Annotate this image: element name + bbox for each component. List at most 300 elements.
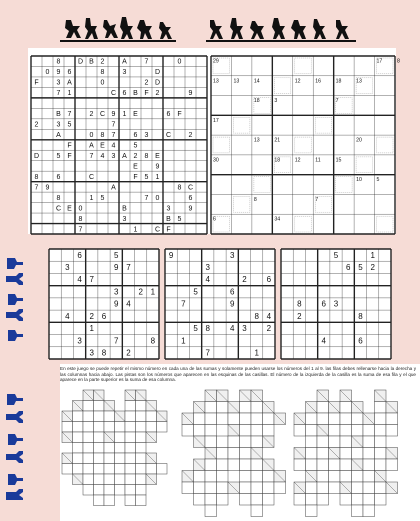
killer-cage-sum: 11: [315, 157, 321, 164]
kakuro-cell: [251, 413, 263, 425]
killer-cage-sum: 18: [274, 157, 281, 164]
kakuro-cell: [329, 459, 341, 471]
hexadoku-clue: 7: [111, 132, 116, 140]
killer-cage-sum: 13: [213, 78, 219, 85]
hexadoku-clue: 2: [100, 58, 105, 66]
kakuro-cell: [115, 422, 126, 433]
kakuro-cell: [94, 401, 105, 412]
kakuro-cell: [240, 413, 252, 425]
hexadoku-clue: 5: [133, 142, 138, 150]
kakuro-cell: [375, 402, 387, 414]
kakuro-cell: [375, 494, 387, 506]
hexadoku-clue: C: [165, 132, 172, 140]
sudoku-clue: 8: [101, 348, 107, 358]
kakuro-cell: [136, 422, 147, 433]
sudoku-clue: 9: [168, 250, 174, 260]
hexadoku-clue: 6: [133, 132, 138, 140]
sudoku-clue: 3: [242, 324, 247, 334]
kakuro-cell: [386, 425, 398, 437]
killer-cage-sum: 29: [213, 58, 219, 65]
kakuro-cell: [125, 453, 136, 464]
kakuro-cell: [306, 459, 318, 471]
hexadoku-clue: C: [154, 226, 161, 234]
kakuro-cell: [240, 448, 252, 460]
sudoku-clue: 7: [113, 336, 119, 346]
kakuro-cell: [104, 453, 115, 464]
hexadoku-clue: 9: [188, 90, 193, 98]
pink-band-right: [396, 48, 420, 248]
sudoku-clue: 3: [333, 299, 339, 309]
hexadoku-clue: 0: [89, 132, 94, 140]
hexadoku-clue: B: [56, 111, 61, 119]
hexadoku-clue: E: [155, 152, 160, 160]
kakuro-cell: [217, 448, 229, 460]
hexadoku-clue: C: [99, 111, 106, 119]
kakuro-cell: [306, 436, 318, 448]
hexadoku-clue: 3: [166, 205, 171, 213]
kakuro-cell: [317, 448, 329, 460]
killer-cage-sum: 20: [356, 137, 362, 144]
sudoku-clue: 5: [193, 324, 198, 334]
kakuro-cell: [83, 464, 94, 475]
sudoku-clue: 3: [89, 348, 95, 358]
killer-cage-sum: 6: [213, 216, 216, 223]
killer-cage-sum: 21: [274, 137, 281, 144]
sudoku-clue: 3: [113, 287, 119, 297]
hexadoku-clue: 4: [100, 152, 105, 160]
hexadoku-clue: 1: [133, 226, 138, 234]
kakuro-cell: [194, 425, 206, 437]
kakuro-cell: [83, 432, 94, 443]
kakuro-cell: [363, 505, 375, 517]
kakuro-cell: [194, 413, 206, 425]
kakuro-cell: [263, 413, 275, 425]
killer-cage-sum: 7: [335, 98, 339, 105]
killer-cage-sum: 12: [294, 78, 301, 85]
killer-cage-sum: 8: [253, 196, 257, 203]
hexadoku-clue: 8: [78, 215, 83, 223]
hexadoku-clue: A: [122, 58, 127, 66]
kakuro-cell: [157, 464, 168, 475]
kakuro-cell: [136, 474, 147, 485]
killer-cage-sum: 18: [335, 78, 342, 85]
kakuro-grid-3: [292, 388, 402, 506]
kakuro-cell: [94, 464, 105, 475]
hexadoku-clue: D: [154, 79, 161, 87]
kakuro-cell: [146, 422, 157, 433]
sudoku-clue: 1: [150, 287, 156, 297]
hexadoku-clue: C: [55, 205, 62, 213]
kakuro-cell: [125, 422, 136, 433]
kakuro-cell: [363, 494, 375, 506]
kakuro-cell: [363, 448, 375, 460]
kakuro-cell: [217, 471, 229, 483]
kakuro-cell: [194, 471, 206, 483]
killer-cage-sum: 13: [356, 78, 362, 85]
hexadoku-clue: 9: [56, 69, 61, 77]
kakuro-cell: [94, 474, 105, 485]
sudoku-clue: 7: [205, 348, 211, 358]
hexadoku-clue: 8: [100, 69, 105, 77]
sudoku-clue: 5: [113, 250, 119, 260]
kakuro-cell: [146, 464, 157, 475]
kakuro-cell: [104, 464, 115, 475]
kakuro-cell: [375, 459, 387, 471]
hexadoku-clue: 8: [56, 194, 61, 202]
kakuro-cell: [240, 471, 252, 483]
sudoku-clue: 9: [113, 299, 119, 309]
hexadoku-clue: A: [111, 184, 116, 192]
kakuro-cell: [263, 471, 275, 483]
hexadoku-clue: 3: [144, 132, 149, 140]
hexadoku-clue: A: [67, 79, 72, 87]
hexadoku-clue: 8: [56, 58, 61, 66]
hexadoku-clue: 7: [67, 111, 72, 119]
kakuro-cell: [62, 422, 73, 433]
kakuro-cell: [251, 471, 263, 483]
hexadoku-clue: E: [133, 111, 138, 119]
kakuro-cell: [352, 482, 364, 494]
killer-cage-sum: 8: [397, 58, 400, 65]
hexadoku-clue: 6: [166, 111, 171, 119]
killer-cage-sum: 12: [294, 157, 301, 164]
kakuro-cell: [306, 413, 318, 425]
kakuro-cell: [340, 459, 352, 471]
kakuro-cell: [157, 422, 168, 433]
kakuro-cell: [352, 448, 364, 460]
sudoku-clue: 5: [333, 250, 339, 260]
kakuro-cell: [240, 425, 252, 437]
sudoku-clue: 1: [254, 348, 259, 358]
kakuro-cell: [205, 402, 217, 414]
kakuro-cell: [182, 482, 194, 494]
kakuro-cell: [363, 425, 375, 437]
kakuro-cell: [136, 485, 147, 496]
kakuro-cell: [217, 436, 229, 448]
kakuro-cell: [194, 494, 206, 506]
kakuro-cell: [115, 432, 126, 443]
kakuro-cell: [136, 401, 147, 412]
sudoku-clue: 4: [205, 275, 211, 285]
killer-cage-sum: 17: [376, 58, 383, 65]
hexadoku-clue: E: [133, 163, 138, 171]
sudoku-clue: 4: [321, 336, 327, 346]
sudoku-clue: 2: [126, 348, 131, 358]
kakuro-cell: [306, 494, 318, 506]
kakuro-cell: [352, 425, 364, 437]
kakuro-cell: [125, 443, 136, 454]
hexadoku-clue: A: [89, 142, 94, 150]
hexadoku-clue: 3: [56, 121, 61, 129]
hexadoku-clue: 2: [188, 132, 193, 140]
kakuro-cell: [340, 402, 352, 414]
killer-cage-sum: 30: [213, 157, 219, 164]
kakuro-cell: [136, 453, 147, 464]
kakuro-cell: [363, 482, 375, 494]
kakuro-cell: [94, 422, 105, 433]
kakuro-cell: [146, 411, 157, 422]
hexadoku-clue: F: [67, 142, 72, 150]
kakuro-cell: [94, 443, 105, 454]
sudoku-clue: 6: [321, 299, 327, 309]
killer-cage-sum: 14: [253, 78, 260, 85]
hexadoku-clue: C: [88, 173, 95, 181]
hexadoku-clue: 7: [56, 90, 61, 98]
kakuro-cell: [104, 443, 115, 454]
kakuro-cell: [251, 425, 263, 437]
hexadoku-clue: D: [154, 69, 161, 77]
sudoku-clue: 7: [181, 299, 186, 309]
kakuro-cell: [294, 459, 306, 471]
kakuro-cell: [73, 464, 84, 475]
kakuro-cell: [83, 474, 94, 485]
sudoku-clue: 4: [77, 275, 82, 285]
hexadoku-grid: [30, 55, 208, 235]
sudoku-clue: 6: [229, 287, 235, 297]
kakuro-cell: [83, 411, 94, 422]
hexadoku-clue: E: [67, 205, 72, 213]
kakuro-cell: [375, 425, 387, 437]
kakuro-cell: [205, 459, 217, 471]
kakuro-cell: [94, 495, 105, 506]
kakuro-cell: [73, 411, 84, 422]
rules-text: En este juego se puede repetir el mismo número en cada una de las sumas y solamente pueden usarse los números del 1 al 9. las filas debes rellenarse hacia la derecha y las columnas hacia abajo. Las pistas son los números que aparecen en las esquinas de las casillas. El número de la izquierda de la casilla es la suma de esa fila y el que aparece en la parte superior es la suma de esa columna.: [60, 366, 416, 383]
kakuro-cell: [115, 474, 126, 485]
killer-cage-sum: 17: [213, 117, 219, 124]
hexadoku-clue: 1: [155, 173, 160, 181]
kakuro-cell: [340, 436, 352, 448]
hexadoku-clue: 7: [34, 184, 39, 192]
hexadoku-clue: 2: [133, 152, 138, 160]
kakuro-cell: [83, 401, 94, 412]
hexadoku-clue: 4: [111, 142, 116, 150]
kakuro-cell: [115, 453, 126, 464]
sudoku-clue: 1: [89, 324, 95, 334]
kakuro-cell: [251, 436, 263, 448]
kakuro-cell: [217, 413, 229, 425]
hexadoku-clue: F: [177, 111, 182, 119]
kakuro-cell: [240, 482, 252, 494]
sudoku-clue: 4: [126, 299, 131, 309]
kakuro-grid-1: [60, 388, 178, 506]
kakuro-cell: [251, 482, 263, 494]
sudoku-clue: 1: [370, 250, 375, 260]
kakuro-cell: [205, 425, 217, 437]
sudoku-clue: 6: [77, 250, 82, 260]
kakuro-cell: [136, 495, 147, 506]
hexadoku-clue: 7: [144, 194, 149, 202]
kakuro-cell: [217, 494, 229, 506]
sudoku-clue: 3: [205, 263, 211, 273]
hexadoku-clue: 5: [56, 152, 61, 160]
hexadoku-clue: 0: [155, 194, 160, 202]
hexadoku-clue: F: [166, 226, 171, 234]
killer-cage-sum: 10: [356, 177, 362, 184]
hexadoku-clue: 1: [89, 194, 94, 202]
kakuro-cell: [104, 495, 115, 506]
hexadoku-clue: 9: [111, 111, 116, 119]
hexadoku-clue: 8: [34, 173, 39, 181]
pink-band-left: [0, 48, 28, 248]
kakuro-cell: [294, 494, 306, 506]
kakuro-cell: [329, 436, 341, 448]
hexadoku-clue: 0: [100, 79, 105, 87]
kakuro-cell: [363, 436, 375, 448]
hexadoku-clue: 7: [78, 226, 83, 234]
side-figures-kakuro-row: [4, 392, 26, 502]
kakuro-cell: [263, 482, 275, 494]
kakuro-cell: [194, 482, 206, 494]
kakuro-cell: [125, 495, 136, 506]
sudoku-clue: 6: [101, 311, 107, 321]
hexadoku-clue: 7: [111, 121, 116, 129]
kakuro-cell: [73, 432, 84, 443]
kakuro-cell: [352, 413, 364, 425]
hexadoku-clue: 0: [78, 205, 83, 213]
kakuro-cell: [340, 425, 352, 437]
kakuro-cell: [251, 494, 263, 506]
kakuro-cell: [205, 471, 217, 483]
hexadoku-clue: A: [56, 132, 61, 140]
hexadoku-clue: 1: [122, 111, 127, 119]
kakuro-grid-2: [180, 388, 290, 506]
kakuro-cell: [217, 482, 229, 494]
sudoku-clue: 7: [89, 275, 95, 285]
kakuro-cell: [306, 482, 318, 494]
kakuro-cell: [317, 494, 329, 506]
kakuro-cell: [83, 485, 94, 496]
kakuro-cell: [386, 459, 398, 471]
kakuro-cell: [94, 411, 105, 422]
kakuro-cell: [263, 494, 275, 506]
kakuro-cell: [306, 448, 318, 460]
kakuro-cell: [329, 471, 341, 483]
sudoku-clue: 6: [358, 336, 363, 346]
killer-cage-sum: 34: [274, 216, 281, 223]
kakuro-cell: [317, 402, 329, 414]
sudoku-clue: 8: [297, 299, 302, 309]
kakuro-cell: [251, 402, 263, 414]
hexadoku-clue: 2: [155, 90, 160, 98]
hexadoku-clue: 3: [122, 69, 127, 77]
kakuro-cell: [317, 482, 329, 494]
kakuro-cell: [73, 443, 84, 454]
sudoku-clue: 6: [266, 275, 272, 285]
hexadoku-clue: 3: [56, 79, 61, 87]
kakuro-cell: [217, 402, 229, 414]
kakuro-cell: [205, 482, 217, 494]
killer-cage-sum: 3: [274, 98, 278, 105]
hexadoku-clue: C: [110, 90, 117, 98]
kakuro-cell: [73, 453, 84, 464]
hexadoku-clue: C: [187, 184, 194, 192]
hexadoku-clue: B: [166, 215, 171, 223]
kakuro-cell: [375, 413, 387, 425]
kakuro-cell: [94, 485, 105, 496]
kakuro-cell: [83, 453, 94, 464]
kakuro-cell: [240, 494, 252, 506]
hexadoku-clue: 3: [111, 152, 116, 160]
sudoku-clue: 7: [126, 263, 131, 273]
kakuro-cell: [205, 494, 217, 506]
killer-cage-sum: 13: [233, 78, 240, 85]
kakuro-cell: [294, 425, 306, 437]
kakuro-cell: [182, 425, 194, 437]
kakuro-cell: [329, 413, 341, 425]
sudoku-clue: 4: [65, 311, 70, 321]
sudoku-clue: 2: [89, 311, 95, 321]
kakuro-cell: [104, 485, 115, 496]
side-figures-sudoku-row: [4, 256, 26, 346]
kakuro-cell: [104, 411, 115, 422]
hexadoku-clue: 9: [155, 163, 160, 171]
kakuro-cell: [352, 471, 364, 483]
hexadoku-clue: D: [33, 152, 40, 160]
kakuro-cell: [375, 448, 387, 460]
kakuro-cell: [352, 505, 364, 517]
hexadoku-clue: 0: [45, 69, 50, 77]
kakuro-cell: [125, 401, 136, 412]
kakuro-cell: [274, 482, 286, 494]
kakuro-cell: [104, 474, 115, 485]
sudoku-clue: 4: [229, 324, 235, 334]
kakuro-cell: [317, 436, 329, 448]
hexadoku-clue: 6: [122, 90, 127, 98]
kakuro-cell: [83, 422, 94, 433]
sudoku-clue: 2: [297, 311, 302, 321]
hexadoku-clue: 2: [144, 79, 149, 87]
sudoku-clue: 4: [266, 311, 272, 321]
killer-cage-sum: 18: [253, 98, 260, 105]
kakuro-cell: [115, 485, 126, 496]
kakuro-cell: [115, 443, 126, 454]
sudoku-clue: 3: [77, 336, 82, 346]
hexadoku-clue: 8: [144, 152, 149, 160]
kakuro-cell: [115, 464, 126, 475]
sudoku-clue: 2: [138, 287, 143, 297]
hexadoku-clue: 1: [67, 90, 72, 98]
hexadoku-clue: F: [34, 79, 39, 87]
kakuro-cell: [228, 459, 240, 471]
killer-cage-sum: 5: [376, 177, 380, 184]
hexadoku-clue: 8: [177, 184, 182, 192]
sudoku-clue: 8: [254, 311, 259, 321]
hexadoku-clue: 6: [56, 173, 61, 181]
kakuro-cell: [386, 413, 398, 425]
kakuro-cell: [352, 494, 364, 506]
hexadoku-clue: B: [89, 58, 94, 66]
hexadoku-clue: 2: [34, 121, 39, 129]
sudoku-clue: 2: [242, 275, 247, 285]
hexadoku-clue: 5: [144, 173, 149, 181]
killer-cage-sum: 7: [315, 196, 319, 203]
kakuro-cell: [125, 485, 136, 496]
hexadoku-clue: B: [122, 205, 127, 213]
hexadoku-clue: B: [133, 90, 138, 98]
sudoku-clue: 3: [65, 263, 70, 273]
kakuro-cell: [340, 448, 352, 460]
sudoku-clue: 8: [358, 311, 363, 321]
kakuro-cell: [125, 411, 136, 422]
kakuro-cell: [317, 459, 329, 471]
kakuro-cell: [205, 505, 217, 517]
kakuro-cell: [125, 432, 136, 443]
kakuro-cell: [363, 459, 375, 471]
sudoku-clue: 9: [113, 263, 119, 273]
kakuro-cell: [251, 459, 263, 471]
kakuro-cell: [317, 413, 329, 425]
kakuro-cell: [375, 436, 387, 448]
